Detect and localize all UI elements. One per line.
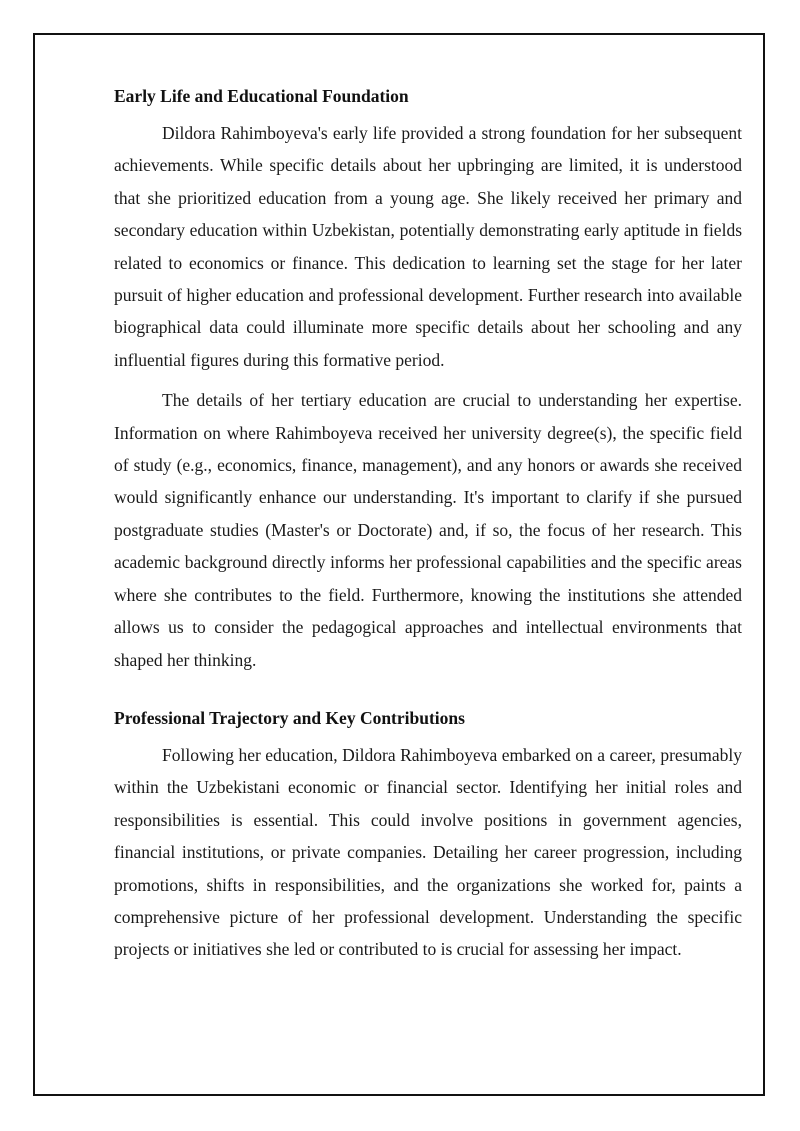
paragraph-early-life-1: Dildora Rahimboyeva's early life provided a strong foundation for her subsequent achievements. While specific details about her upbringing are limited, it is understood that she prioritized education from a young age. She likely received her primary and secondary education within Uzbekistan, potentially demonstrating early aptitude in fields related to economics or finance. This dedication to learning set the stage for her later pursuit of higher education and professional development. Further research into available biographical data could illuminate more specific details about her schooling and any influential figures during this formative period.: [114, 123, 742, 370]
document-body: [114, 84, 742, 974]
paragraph-early-life-2: The details of her tertiary education are crucial to understanding her expertise. Information on where Rahimboyeva received her university degree(s), the specific field of study (e.g., economics, finance, management), and any honors or awards she received would significantly enhance our understanding. It's important to clarify if she pursued postgraduate studies (Master's or Doctorate) and, if so, the focus of her research. This academic background directly informs her professional capabilities and the specific areas where she contributes to the field. Furthermore, knowing the institutions she attended allows us to consider the pedagogical approaches and intellectual environments that shaped her thinking.: [114, 390, 742, 670]
section-heading-professional: Professional Trajectory and Key Contributions: [114, 707, 465, 728]
section-heading-early-life: Early Life and Educational Foundation: [114, 86, 409, 106]
paragraph-professional-1: Following her education, Dildora Rahimboyeva embarked on a career, presumably within the Uzbekistani economic or financial sector. Identifying her initial roles and responsibilities is essential. This could involve positions in government agencies, financial institutions, or private companies. Detailing her career progression, including promotions, shifts in responsibilities, and the organizations she worked for, paints a comprehensive picture of her professional development. Understanding the specific projects or initiatives she led or contributed to is crucial for assessing her impact.: [114, 744, 742, 960]
